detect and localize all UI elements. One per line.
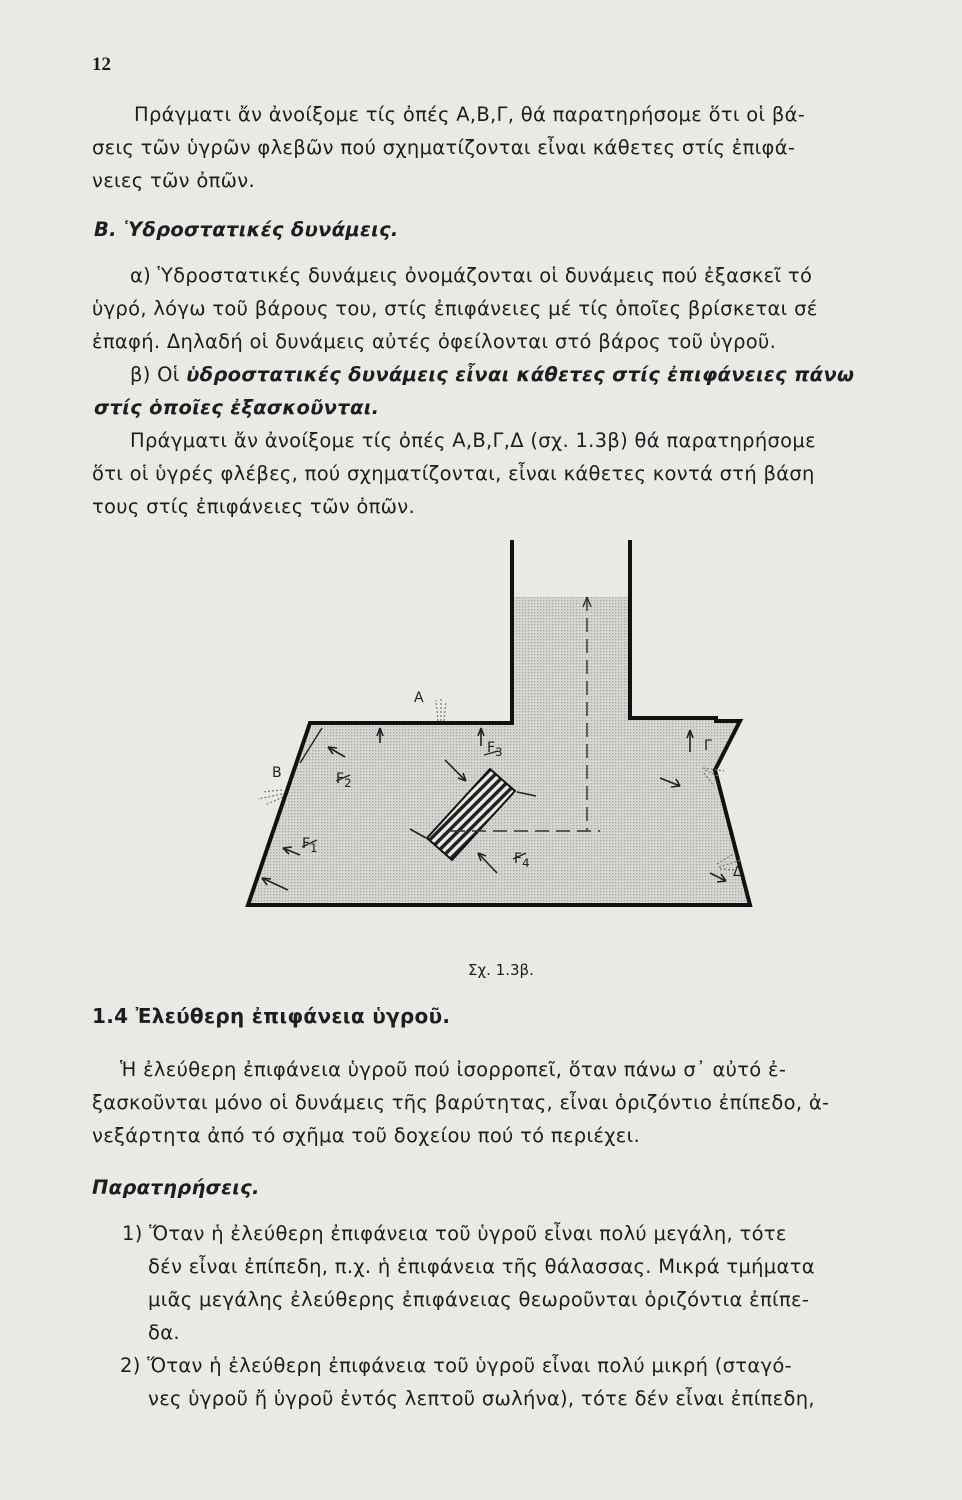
label-force-f1 — [302, 836, 317, 855]
label-orifice-b: Β — [272, 765, 282, 781]
section-b-b-bold-1: ὑδροστατικές δυνάμεις εἶναι κάθετες στίς ἐπιφάνειες πάνω — [186, 363, 855, 386]
section-b-c-line-1: Πράγματι ἄν ἀνοίξομε τίς ὀπές Α,Β,Γ,Δ (σχ. 1.3β) θά παρατηρήσομε — [130, 429, 816, 452]
intro-line-3: νειες τῶν ὀπῶν. — [92, 169, 255, 192]
remark-2-line-1: 2) Ὅταν ἡ ἐλεύθερη ἐπιφάνεια τοῦ ὑγροῦ εἶναι πολύ μικρή (σταγό- — [120, 1354, 792, 1377]
remark-1-line-3: μιᾶς μεγάλης ἐλεύθερης ἐπιφάνειας θεωροῦνται ὁριζόντια ἐπίπε- — [148, 1288, 810, 1311]
remark-1-line-4: δα. — [148, 1321, 180, 1344]
section-b-a-line-3: ἐπαφή. Δηλαδή οἱ δυνάμεις αὐτές ὀφείλονται στό βάρος τοῦ ὑγροῦ. — [92, 330, 777, 353]
figure-caption: Σχ. 1.3β. — [468, 961, 534, 979]
label-force-f3 — [487, 740, 502, 759]
label-force-f2-sub: 2 — [344, 775, 352, 790]
label-force-f4-sub: 4 — [522, 855, 530, 870]
label-orifice-d: Δ — [733, 864, 743, 880]
vessel — [248, 540, 750, 905]
section-b-a-line-1: α) Ὑδροστατικές δυνάμεις ὀνομάζονται οἱ δυνάμεις πού ἐξασκεῖ τό — [130, 264, 813, 287]
remarks-title: Παρατηρήσεις. — [92, 1176, 260, 1199]
label-force-f4 — [514, 851, 529, 870]
remark-1-line-1: 1) Ὅταν ἡ ἐλεύθερη ἐπιφάνεια τοῦ ὑγροῦ εἶναι πολύ μεγάλη, τότε — [122, 1222, 787, 1245]
label-force-f1-letter: F — [302, 836, 311, 852]
label-orifice-a: Α — [414, 690, 424, 706]
intro-line-1: Πράγματι ἄν ἀνοίξομε τίς ὀπές Α,Β,Γ, θά παρατηρήσομε ὅτι οἱ βά- — [134, 103, 806, 126]
section-b-b-prefix: β) Οἱ — [130, 363, 187, 386]
section-b-title: Β. Ὑδροστατικές δυνάμεις. — [94, 218, 399, 241]
section-14-line-1: Ἡ ἐλεύθερη ἐπιφάνεια ὑγροῦ πού ἰσορροπεῖ, ὅταν πάνω σ᾽ αὐτό ἐ- — [120, 1058, 787, 1081]
label-force-f3-letter: F — [487, 740, 496, 756]
remark-2-line-2: νες ὑγροῦ ἤ ὑγροῦ ἐντός λεπτοῦ σωλήνα), τότε δέν εἶναι ἐπίπεδη, — [148, 1387, 815, 1410]
section-14-title: 1.4 Ἐλεύθερη ἐπιφάνεια ὑγροῦ. — [92, 1004, 451, 1028]
remark-1-line-2: δέν εἶναι ἐπίπεδη, π.χ. ἡ ἐπιφάνεια τῆς θάλασσας. Μικρά τμήματα — [148, 1255, 815, 1278]
label-force-f2 — [336, 771, 351, 790]
section-b-b-bold-2: στίς ὁποῖες ἐξασκοῦνται. — [94, 396, 380, 419]
page-number: 12 — [92, 54, 111, 75]
intro-line-2: σεις τῶν ὑγρῶν φλεβῶν πού σχηματίζονται εἶναι κάθετες στίς ἐπιφά- — [92, 136, 796, 159]
section-b-c-line-2: ὅτι οἱ ὑγρές φλέβες, πού σχηματίζονται, εἶναι κάθετες κοντά στή βάση — [92, 462, 815, 485]
section-b-c-line-3: τους στίς ἐπιφάνειες τῶν ὀπῶν. — [92, 495, 415, 518]
section-b-a-line-2: ὑγρό, λόγω τοῦ βάρους του, στίς ἐπιφάνειες μέ τίς ὁποῖες βρίσκεται σέ — [92, 297, 818, 320]
section-14-line-3: νεξάρτητα ἀπό τό σχῆμα τοῦ δοχείου πού τό περιέχει. — [92, 1124, 641, 1147]
label-force-f4-letter: F — [514, 851, 523, 867]
label-orifice-g: Γ — [704, 738, 712, 754]
label-force-f3-sub: 3 — [495, 744, 503, 759]
label-force-f1-sub: 1 — [310, 840, 318, 855]
label-force-f2-letter: F — [336, 771, 345, 787]
section-14-line-2: ξασκοῦνται μόνο οἱ δυνάμεις τῆς βαρύτητας, εἶναι ὁριζόντιο ἐπίπεδο, ἀ- — [92, 1091, 830, 1114]
